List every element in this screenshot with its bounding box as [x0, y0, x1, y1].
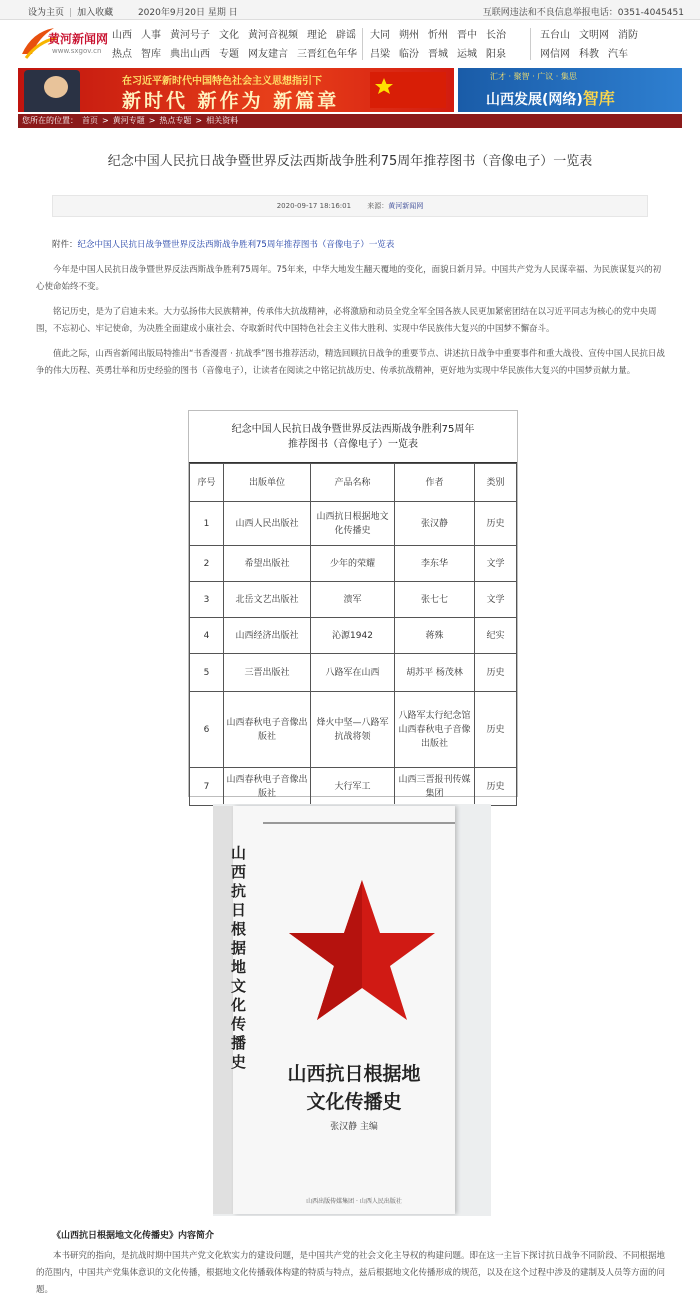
nav-link[interactable]: 辟谣 [336, 30, 356, 41]
nav-link[interactable]: 热点 [112, 49, 132, 60]
cell-author: 蒋殊 [395, 618, 475, 654]
article-paragraph: 今年是中国人民抗日战争暨世界反法西斯战争胜利75周年。75年来，中华大地发生翻天覆地的变化，面貌日新月异。中国共产党为人民谋幸福、为民族谋复兴的初心使命始终不变。 [36, 265, 662, 292]
nav-link[interactable]: 文化 [219, 30, 239, 41]
cover-ruler-decoration [263, 822, 455, 826]
nav-link[interactable]: 智库 [141, 49, 161, 60]
cell-author: 张七七 [395, 582, 475, 618]
source-name: 黄河新闻网 [388, 202, 424, 210]
set-homepage-link[interactable]: 设为主页 [28, 8, 65, 18]
breadcrumb-separator: > [102, 116, 109, 125]
cover-vertical-title: 山西抗日根据地文化传播史 [231, 844, 247, 1071]
nav-link[interactable]: 消防 [618, 30, 638, 41]
cover-title-line1: 山西抗日根据地 [287, 1063, 421, 1085]
nav-link[interactable]: 山西 [112, 30, 132, 41]
cell-publisher: 山西经济出版社 [224, 618, 311, 654]
star-icon [370, 72, 446, 108]
think-tank-tagline: 汇才 · 聚智 · 广议 · 集思 [490, 72, 577, 81]
cell-index: 1 [190, 502, 224, 546]
breadcrumb-home[interactable]: 首页 [82, 116, 98, 125]
cell-publisher: 三晋出版社 [224, 654, 311, 692]
banner-row [18, 68, 682, 112]
cell-author: 八路军太行纪念馆 山西春秋电子音像出版社 [395, 692, 475, 768]
table-row [190, 582, 517, 618]
cell-category: 历史 [475, 768, 517, 806]
logo-url: www.sxgov.cn [52, 47, 102, 55]
cell-author: 李东华 [395, 546, 475, 582]
nav-link[interactable]: 理论 [307, 30, 327, 41]
article-title: 纪念中国人民抗日战争暨世界反法西斯战争胜利75周年推荐图书（音像电子）一览表 [107, 154, 593, 169]
book-list-table [188, 410, 518, 797]
article-paragraph: 值此之际，山西省新闻出版局特推出“书香漫晋 · 抗战季”图书推荐活动，精选回顾抗日战争的重要节点、讲述抗日战争中重要事件和重大战役、宣传中国人民抗日战争的伟大历程、英勇壮举和历史经验的图书（音像电子），让读者在阅读之中铭记抗战历史、传承抗战精神，更好地为实现中华民族伟大复兴的中国梦贡献力量。 [36, 349, 665, 376]
cell-category: 历史 [475, 654, 517, 692]
nav-link[interactable]: 黄河号子 [170, 30, 210, 41]
red-star-icon [287, 878, 437, 1028]
cell-product: 烽火中坚—八路军抗战将领 [311, 692, 395, 768]
report-hotline: 互联网违法和不良信息举报电话：0351-4045451 [482, 8, 684, 18]
attachment-link[interactable]: 纪念中国人民抗日战争暨世界反法西斯战争胜利75周年推荐图书（音像电子）一览表 [77, 240, 395, 250]
logo-text: 黄河新闻网 [48, 32, 109, 46]
cell-product: 山西抗日根据地文化传播史 [311, 502, 395, 546]
cell-index: 3 [190, 582, 224, 618]
table-row [190, 502, 517, 546]
nav-link[interactable]: 晋城 [428, 49, 448, 60]
cell-index: 2 [190, 546, 224, 582]
cell-publisher: 山西春秋电子音像出版社 [224, 768, 311, 806]
nav-divider [530, 28, 531, 60]
cell-product: 大行军工 [311, 768, 395, 806]
attachment-label: 附件： [52, 240, 78, 250]
breadcrumb-separator: > [195, 116, 203, 125]
nav-link[interactable]: 五台山 [540, 30, 570, 41]
nav-link[interactable]: 阳泉 [486, 49, 506, 60]
add-favorite-link[interactable]: 加入收藏 [77, 8, 114, 18]
nav-link[interactable]: 典出山西 [170, 49, 210, 60]
book-cover-image [213, 804, 491, 1216]
publish-datetime: 2020-09-17 18:16:01 [276, 202, 352, 210]
nav-link[interactable]: 忻州 [428, 30, 448, 41]
breadcrumb [18, 114, 682, 128]
cell-index: 4 [190, 618, 224, 654]
nav-group-topics [112, 26, 366, 64]
cell-publisher: 山西春秋电子音像出版社 [224, 692, 311, 768]
site-logo[interactable] [18, 24, 110, 62]
cover-author: 张汉静 主编 [330, 1122, 378, 1132]
nav-link[interactable]: 文明网 [579, 30, 609, 41]
cell-category: 纪实 [475, 618, 517, 654]
header-cell: 序号 [190, 464, 224, 502]
nav-link[interactable]: 临汾 [399, 49, 419, 60]
banner-slogan-line2: 新时代 新作为 新篇章 [122, 90, 340, 112]
cell-product: 沁源1942 [311, 618, 395, 654]
table-row [190, 618, 517, 654]
think-tank-banner[interactable] [458, 68, 682, 112]
table-row [190, 768, 517, 806]
header-cell: 作者 [395, 464, 475, 502]
breadcrumb-related[interactable]: 相关资料 [206, 116, 239, 125]
top-bar: 设为主页 | 加入收藏 2020年9月20日 星期 日 互联网违法和不良信息举报电话：0351-4045451 [0, 0, 700, 20]
header-cell: 出版单位 [224, 464, 311, 502]
nav-link[interactable]: 大同 [370, 30, 390, 41]
book-spine [213, 806, 233, 1214]
cell-category: 文学 [475, 546, 517, 582]
nav-link[interactable]: 朔州 [399, 30, 419, 41]
breadcrumb-separator: > [148, 116, 156, 125]
nav-link[interactable]: 晋中 [457, 30, 477, 41]
cell-publisher: 山西人民出版社 [224, 502, 311, 546]
source-label: 来源： [367, 202, 389, 210]
cell-publisher: 希望出版社 [224, 546, 311, 582]
cell-product: 溃军 [311, 582, 395, 618]
cell-author: 胡苏平 杨茂林 [395, 654, 475, 692]
cell-index: 7 [190, 768, 224, 806]
cell-category: 历史 [475, 692, 517, 768]
slogan-banner[interactable] [18, 68, 454, 112]
attachment-line [52, 238, 394, 250]
cell-product: 少年的荣耀 [311, 546, 395, 582]
nav-link[interactable]: 运城 [457, 49, 477, 60]
cover-title-line2: 文化传播史 [306, 1091, 402, 1113]
cover-publisher: 山西出版传媒集团 · 山西人民出版社 [306, 1198, 402, 1205]
flag-decoration [370, 72, 446, 108]
cell-index: 5 [190, 654, 224, 692]
nav-link[interactable]: 黄河音视频 [248, 30, 298, 41]
intro-heading: 《山西抗日根据地文化传播史》内容简介 [52, 1231, 215, 1241]
site-header [0, 20, 700, 66]
cell-index: 6 [190, 692, 224, 768]
table-row [190, 692, 517, 768]
breadcrumb-hot-topics[interactable]: 热点专题 [159, 116, 192, 125]
nav-link[interactable]: 网信网 [540, 49, 570, 60]
nav-link[interactable]: 专题 [219, 49, 239, 60]
nav-link[interactable]: 汽车 [608, 49, 628, 60]
breadcrumb-label: 您所在的位置： [22, 116, 78, 125]
cell-category: 文学 [475, 582, 517, 618]
table-caption: 纪念中国人民抗日战争暨世界反法西斯战争胜利75周年 推荐图书（音像电子）一览表 [189, 411, 517, 463]
table-header-row [190, 464, 517, 502]
cell-author: 张汉静 [395, 502, 475, 546]
nav-divider [362, 28, 363, 60]
article-meta-bar [52, 195, 648, 217]
intro-paragraph: 本书研究的指向，是抗战时期中国共产党文化软实力的建设问题，是中国共产党的社会文化主导权的构建问题。即在这一主旨下探讨抗日战争不同阶段、不同根据地的范围内，中国共产党集体意识的文化传播，根据地文化传播载体构建的特质与特点，兹后根据地文化传播形成的规范，以及在这个过程中涉及的建制及人员等方面的问题。 [36, 1251, 666, 1295]
article-paragraph: 铭记历史，是为了启迪未来。大力弘扬伟大民族精神，传承伟大抗战精神，必将激励和动员全党全军全国各族人民更加紧密团结在以习近平同志为核心的党中央周围，不忘初心、牢记使命，为决胜全面建成小康社会、夺取新时代中国特色社会主义伟大胜利、实现中华民族伟大复兴的中国梦不懈奋斗。 [36, 307, 657, 334]
banner-slogan-line1: 在习近平新时代中国特色社会主义思想指引下 [122, 76, 322, 87]
cell-product: 八路军在山西 [311, 654, 395, 692]
header-cell: 类别 [475, 464, 517, 502]
breadcrumb-topics[interactable]: 黄河专题 [112, 116, 145, 125]
nav-link[interactable]: 人事 [141, 30, 161, 41]
portrait-image [24, 70, 80, 112]
nav-link[interactable]: 长治 [486, 30, 506, 41]
cell-author: 山西三晋报刊传媒集团 [395, 768, 475, 806]
nav-group-partners [540, 26, 647, 64]
think-tank-title: 山西发展(网络)智库 [486, 89, 615, 108]
nav-link[interactable]: 网友建言 [248, 49, 288, 60]
header-cell: 产品名称 [311, 464, 395, 502]
nav-group-cities [370, 26, 515, 64]
cell-publisher: 北岳文艺出版社 [224, 582, 311, 618]
table-row [190, 654, 517, 692]
nav-link[interactable]: 科教 [579, 49, 599, 60]
nav-link[interactable]: 三晋红色年华 [297, 49, 357, 60]
nav-link[interactable]: 吕梁 [370, 49, 390, 60]
cell-category: 历史 [475, 502, 517, 546]
current-date: 2020年9月20日 星期 日 [137, 8, 238, 18]
table-row [190, 546, 517, 582]
